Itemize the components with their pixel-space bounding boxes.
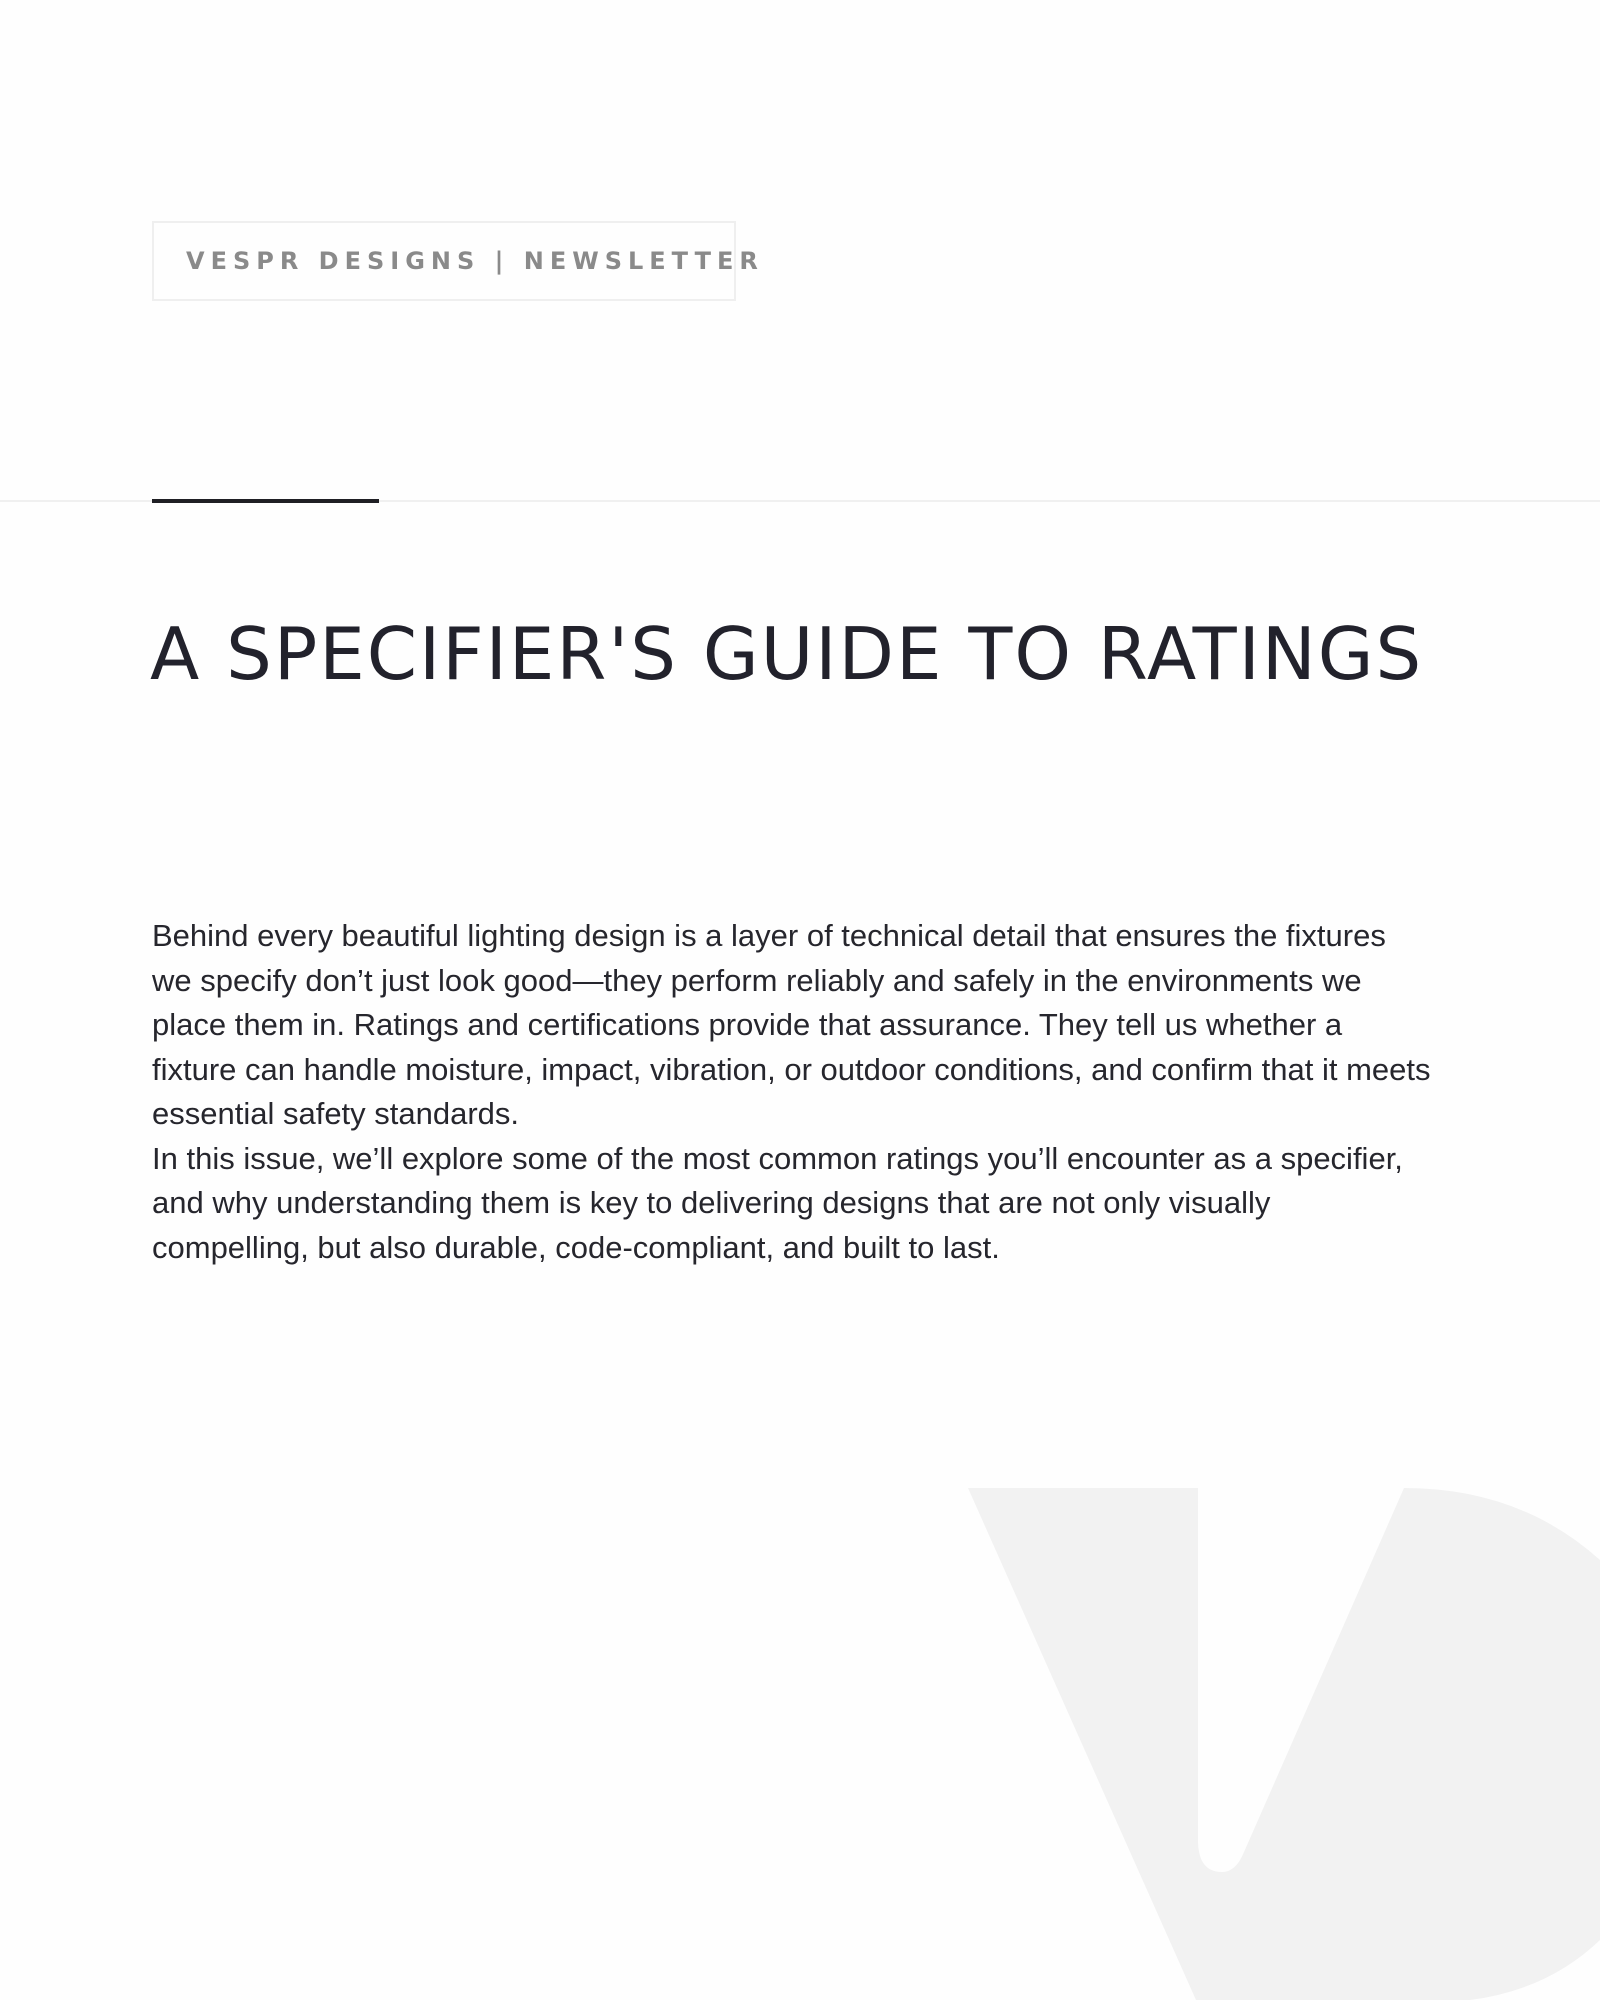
article-title: A SPECIFIER'S GUIDE TO RATINGS <box>150 612 1424 696</box>
masthead-label: VESPR DESIGNS | NEWSLETTER <box>186 247 764 275</box>
intro-paragraph: Behind every beautiful lighting design is a layer of technical detail that ensures the fixtures we specify don’t just look good—they perform reliably and safely in the environments we place them in. Ratings and certifications provide that assurance. They tell us whether a fixture can handle moisture, impact, vibration, or outdoor conditions, and confirm that it meets essential safety standards. <box>152 918 1431 1131</box>
article-body <box>152 914 1432 1270</box>
issue-paragraph: In this issue, we’ll explore some of the most common ratings you’ll encounter as a specifier, and why understanding them is key to delivering designs that are not only visually compelling, but also durable, code-compliant, and built to last. <box>152 1140 1403 1265</box>
newsletter-masthead <box>152 221 764 301</box>
accent-rule <box>152 499 379 503</box>
